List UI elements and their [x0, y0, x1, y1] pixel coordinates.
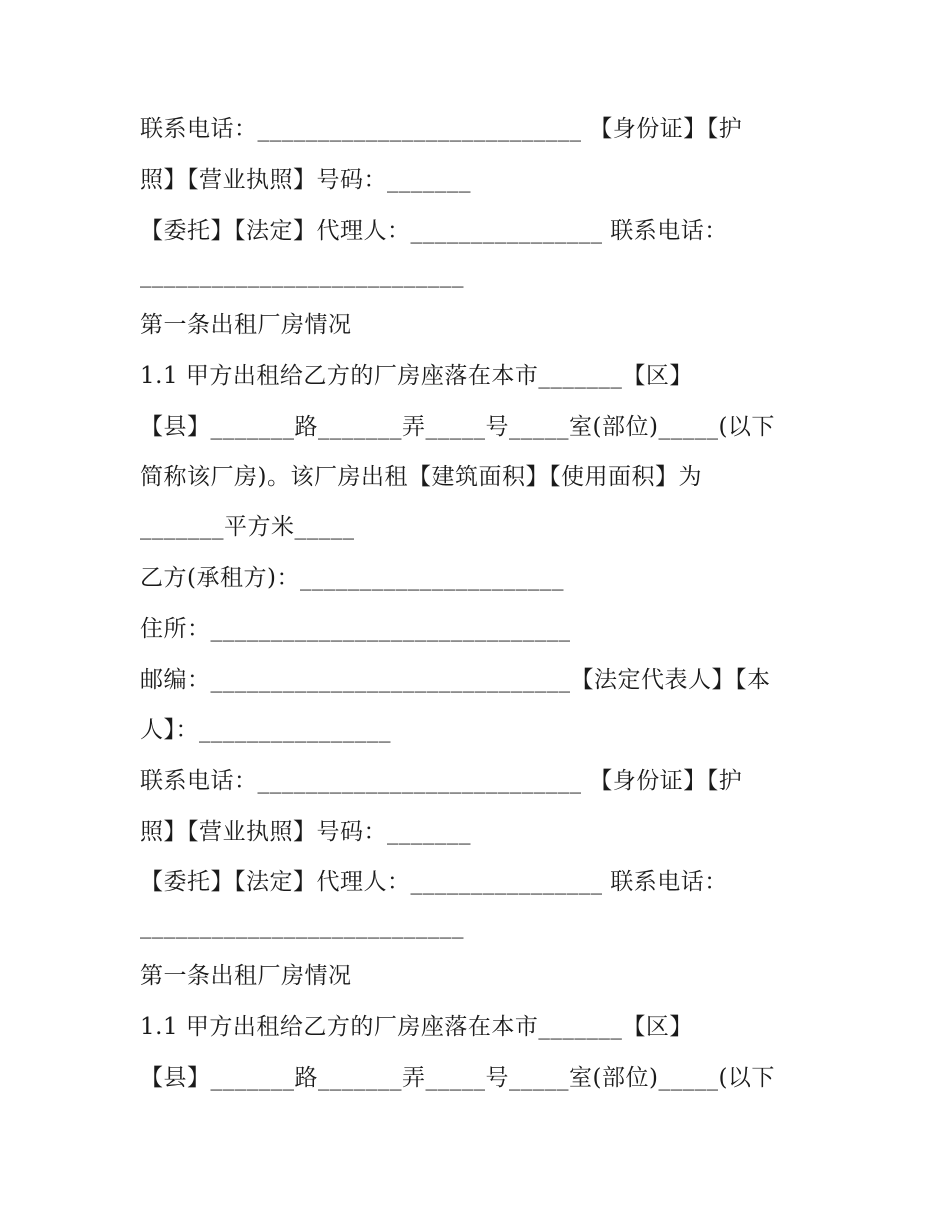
text-line-contact-phone: 联系电话：___________________________ 【身份证】【护 — [140, 116, 743, 142]
text-line-id-number: 照】【营业执照】号码：_______ — [140, 167, 471, 193]
text-line-area: 简称该厂房)。该厂房出租【建筑面积】【使用面积】为 — [140, 464, 702, 490]
text-line-agent: 【委托】【法定】代理人：________________ 联系电话： — [140, 218, 728, 244]
text-line-address-detail-2: 【县】_______路_______弄_____号_____室(部位)_____(以下 — [140, 1065, 775, 1091]
text-line-blank: ___________________________ — [140, 262, 464, 288]
text-line-blank-2: ___________________________ — [140, 913, 464, 939]
text-line-clause-1-1: 1.1 甲方出租给乙方的厂房座落在本市_______【区】 — [140, 363, 693, 389]
text-line-contact-phone-2: 联系电话：___________________________ 【身份证】【护 — [140, 768, 743, 794]
text-line-person: 人】：________________ — [140, 717, 391, 743]
text-line-residence: 住所：______________________________ — [140, 616, 571, 642]
text-line-postcode: 邮编：______________________________【法定代表人】【本 — [140, 667, 771, 693]
text-line-lessee: 乙方(承租方)：______________________ — [140, 565, 564, 591]
section-heading-2: 第一条出租厂房情况 — [140, 963, 352, 989]
text-line-agent-2: 【委托】【法定】代理人：________________ 联系电话： — [140, 869, 728, 895]
text-line-address-detail: 【县】_______路_______弄_____号_____室(部位)_____(以下 — [140, 414, 775, 440]
text-line-square-meters: _______平方米_____ — [140, 514, 355, 540]
text-line-id-number-2: 照】【营业执照】号码：_______ — [140, 819, 471, 845]
text-line-clause-1-1-2: 1.1 甲方出租给乙方的厂房座落在本市_______【区】 — [140, 1014, 693, 1040]
section-heading: 第一条出租厂房情况 — [140, 312, 352, 338]
